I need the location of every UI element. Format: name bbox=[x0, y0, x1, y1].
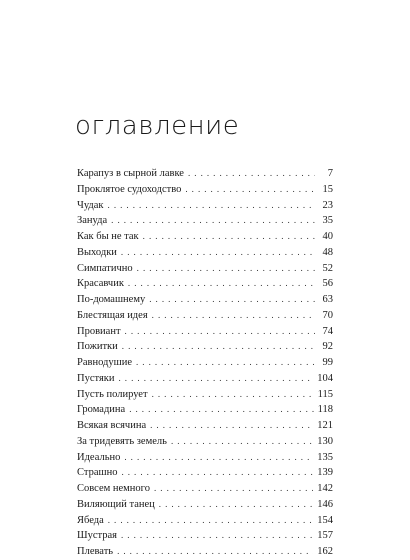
toc-leader-dots bbox=[121, 465, 313, 481]
toc-entry-title: Красавчик bbox=[77, 278, 124, 290]
toc-entry-page-number: 52 bbox=[322, 262, 333, 274]
toc-entry-title: Пожитки bbox=[77, 341, 118, 353]
toc-entry-page-number: 74 bbox=[322, 325, 333, 337]
toc-leader-dots bbox=[121, 528, 313, 544]
toc-leader-dots bbox=[124, 450, 313, 466]
toc-leader-dots bbox=[185, 182, 315, 198]
toc-entry-title: Равнодушие bbox=[77, 357, 132, 368]
toc-entry-title: Провиант bbox=[77, 325, 121, 337]
toc-leader-dots bbox=[150, 418, 313, 434]
toc-entry-title: Плевать bbox=[77, 546, 114, 557]
toc-entry-page-number: 63 bbox=[322, 294, 333, 305]
toc-leader-dots bbox=[188, 166, 315, 182]
toc-leader-dots bbox=[152, 308, 315, 324]
toc-entry bbox=[77, 198, 333, 214]
toc-entry-title: Проклятое судоходство bbox=[77, 183, 182, 195]
toc-leader-dots bbox=[137, 261, 315, 277]
toc-entry-page-number: 146 bbox=[317, 498, 333, 510]
toc-entry bbox=[77, 481, 333, 497]
toc-entry bbox=[77, 434, 333, 450]
toc-entry bbox=[77, 528, 333, 544]
toc-leader-dots bbox=[125, 324, 315, 340]
toc-entry-title: Как бы не так bbox=[77, 231, 139, 242]
toc-entry bbox=[77, 229, 333, 245]
toc-entry-title: За тридевять земель bbox=[77, 435, 167, 447]
toc-leader-dots bbox=[171, 434, 313, 450]
toc-entry bbox=[77, 371, 333, 387]
toc-entry-page-number: 142 bbox=[317, 483, 333, 494]
toc-entry bbox=[77, 450, 333, 466]
toc-entry-page-number: 154 bbox=[317, 514, 333, 526]
toc-leader-dots bbox=[159, 497, 313, 513]
toc-entry bbox=[77, 418, 333, 434]
toc-entry-title: Чудак bbox=[77, 199, 104, 211]
toc-entry-page-number: 139 bbox=[317, 467, 333, 479]
toc-entry-page-number: 162 bbox=[317, 546, 333, 557]
toc-leader-dots bbox=[149, 292, 315, 308]
toc-leader-dots bbox=[108, 513, 314, 529]
toc-entry-page-number: 157 bbox=[317, 530, 333, 542]
toc-entry-page-number: 35 bbox=[322, 215, 333, 227]
toc-leader-dots bbox=[152, 387, 314, 403]
toc-entry-title: Шустрая bbox=[77, 530, 117, 542]
toc-entry-page-number: 118 bbox=[317, 404, 333, 416]
toc-entry-title: Громадина bbox=[77, 404, 126, 416]
toc-entry-title: Пусть полирует bbox=[77, 388, 148, 400]
toc-entry-title: Ябеда bbox=[77, 514, 104, 526]
toc-entry bbox=[77, 213, 333, 229]
toc-entry bbox=[77, 402, 333, 418]
table-of-contents bbox=[77, 166, 333, 560]
toc-leader-dots bbox=[119, 371, 314, 387]
toc-entry-page-number: 15 bbox=[322, 183, 333, 195]
toc-leader-dots bbox=[129, 402, 313, 418]
toc-entry-title: Всякая всячина bbox=[77, 420, 147, 431]
toc-entry-page-number: 48 bbox=[322, 246, 333, 258]
toc-entry bbox=[77, 292, 333, 308]
toc-entry bbox=[77, 166, 333, 182]
toc-entry-title: Симпатично bbox=[77, 262, 133, 274]
toc-entry-title: Страшно bbox=[77, 467, 118, 479]
toc-leader-dots bbox=[128, 276, 315, 292]
toc-entry-page-number: 115 bbox=[317, 388, 333, 400]
toc-leader-dots bbox=[143, 229, 315, 245]
toc-entry-page-number: 56 bbox=[322, 278, 333, 290]
toc-entry bbox=[77, 339, 333, 355]
toc-entry bbox=[77, 465, 333, 481]
toc-entry-page-number: 92 bbox=[322, 341, 333, 353]
toc-entry-title: Виляющий танец bbox=[77, 498, 155, 510]
toc-entry-title: Идеально bbox=[77, 451, 121, 463]
toc-leader-dots bbox=[121, 245, 315, 261]
toc-entry bbox=[77, 261, 333, 277]
toc-entry bbox=[77, 513, 333, 529]
toc-entry-page-number: 121 bbox=[317, 420, 333, 431]
toc-entry-title: Пустяки bbox=[77, 372, 115, 384]
toc-entry-page-number: 7 bbox=[327, 168, 333, 179]
toc-leader-dots bbox=[111, 213, 315, 229]
toc-entry-page-number: 99 bbox=[322, 357, 333, 368]
toc-entry bbox=[77, 387, 333, 403]
toc-entry bbox=[77, 355, 333, 371]
toc-entry-title: Выходки bbox=[77, 246, 117, 258]
toc-entry bbox=[77, 308, 333, 324]
toc-entry-page-number: 70 bbox=[322, 309, 333, 321]
toc-entry-title: Блестящая идея bbox=[77, 309, 148, 321]
toc-entry bbox=[77, 276, 333, 292]
toc-entry bbox=[77, 245, 333, 261]
toc-entry bbox=[77, 182, 333, 198]
toc-leader-dots bbox=[154, 481, 313, 497]
toc-entry-page-number: 40 bbox=[322, 231, 333, 242]
toc-entry-title: Зануда bbox=[77, 215, 108, 227]
toc-entry bbox=[77, 497, 333, 513]
toc-leader-dots bbox=[117, 544, 313, 560]
toc-entry-title: Совсем немного bbox=[77, 483, 150, 494]
toc-entry-page-number: 23 bbox=[322, 199, 333, 211]
toc-entry-page-number: 104 bbox=[317, 372, 333, 384]
toc-leader-dots bbox=[136, 355, 315, 371]
page-title: оглавление bbox=[75, 111, 240, 141]
toc-entry-page-number: 135 bbox=[317, 451, 333, 463]
toc-leader-dots bbox=[108, 198, 315, 214]
toc-entry-title: Карапуз в сырной лавке bbox=[77, 168, 184, 179]
toc-entry bbox=[77, 324, 333, 340]
toc-entry-title: По-домашнему bbox=[77, 294, 146, 305]
toc-entry bbox=[77, 544, 333, 560]
toc-entry-page-number: 130 bbox=[317, 435, 333, 447]
toc-leader-dots bbox=[122, 339, 315, 355]
